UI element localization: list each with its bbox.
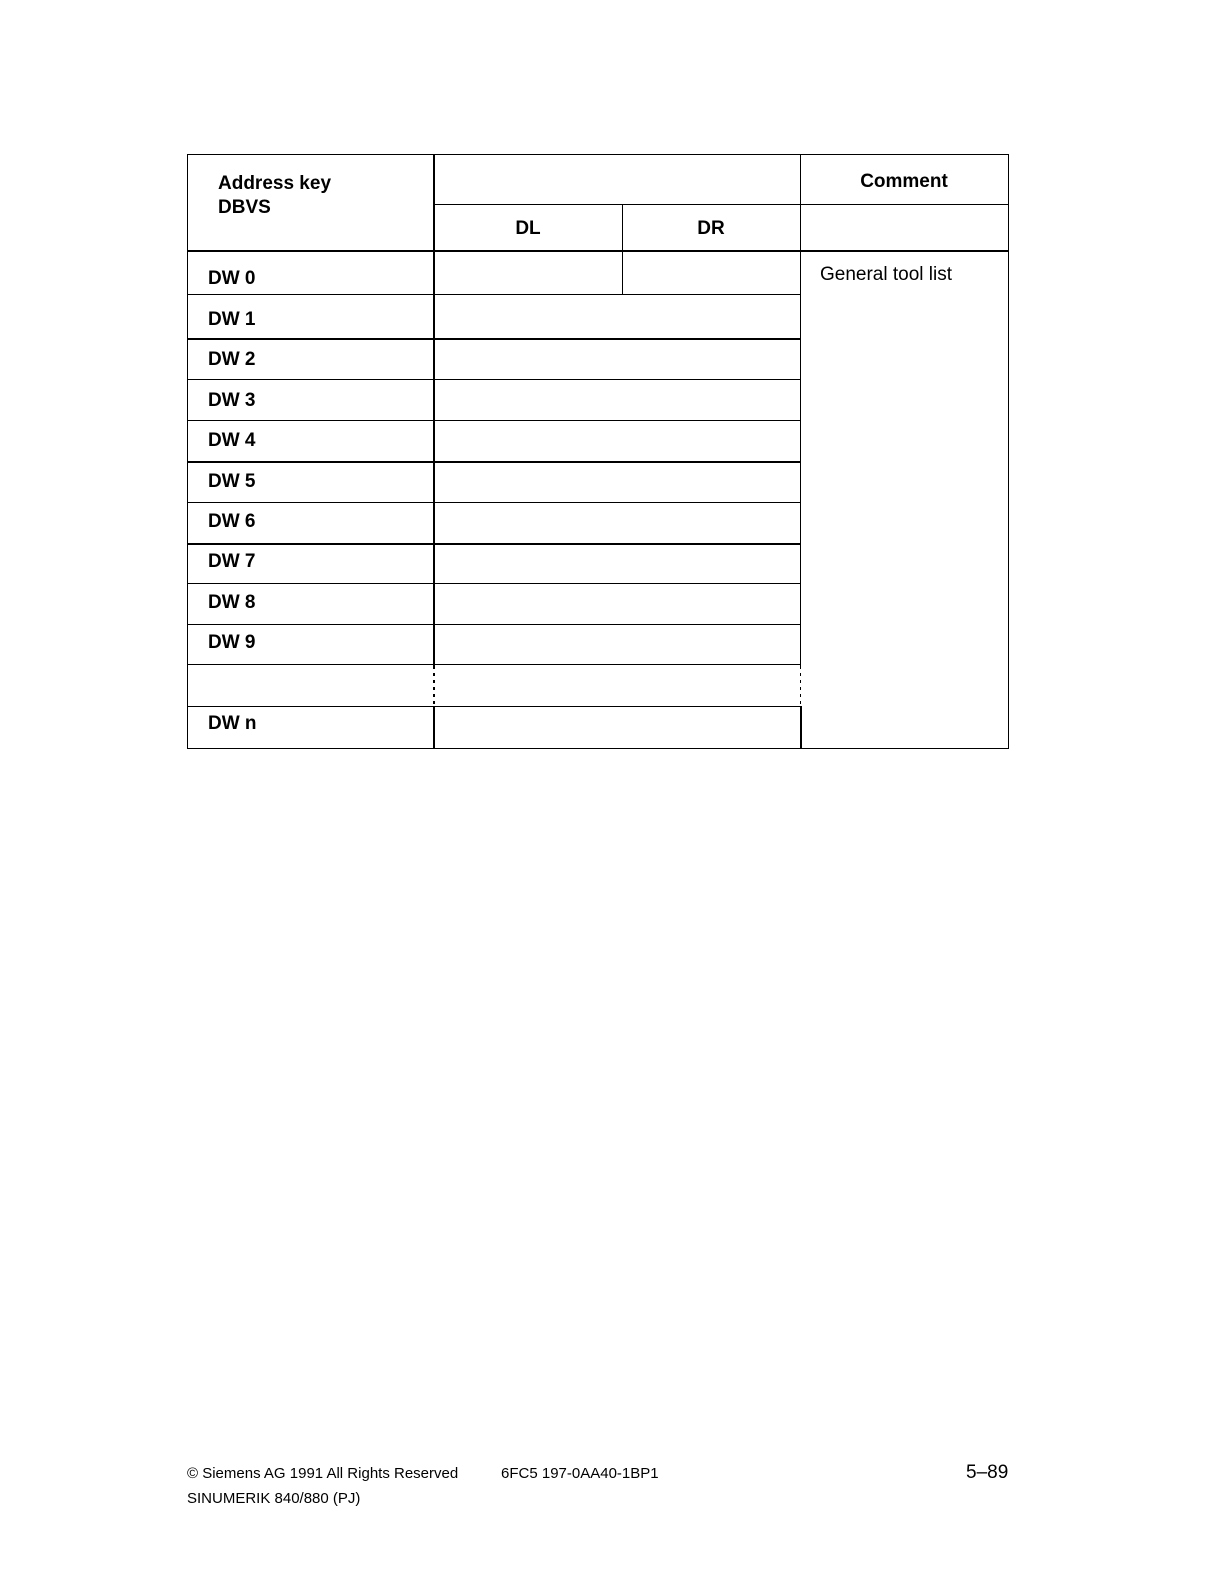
copyright-notice: © Siemens AG 1991 All Rights Reserved	[187, 1465, 459, 1482]
dr-header: DR	[697, 218, 725, 239]
row-separator	[187, 294, 800, 295]
row-separator	[187, 543, 800, 545]
comment-general-tool-list: General tool list	[820, 264, 953, 285]
address-key-header: Address key	[218, 173, 332, 194]
table-row-label: DW 6	[208, 511, 256, 532]
table-row-label: DW 1	[208, 309, 256, 330]
column-divider-comment	[800, 706, 802, 748]
table-bottom-border	[187, 748, 1009, 749]
column-divider-address	[433, 154, 435, 666]
dbvs-header: DBVS	[218, 197, 271, 218]
header-bottom-border	[187, 250, 1009, 252]
table-row-label: DW 9	[208, 632, 256, 653]
column-divider-address-dashed	[433, 666, 435, 706]
row-separator	[187, 664, 800, 665]
row-separator	[187, 583, 800, 584]
row-separator	[187, 420, 800, 421]
row-separator	[187, 706, 800, 707]
row-separator	[187, 338, 800, 340]
row-separator	[187, 461, 800, 463]
table-row-label: DW 7	[208, 551, 256, 572]
column-divider-address	[433, 706, 435, 748]
order-number: 6FC5 197-0AA40-1BP1	[501, 1465, 659, 1482]
row-separator	[187, 502, 800, 503]
table-right-border	[1008, 154, 1009, 749]
column-divider-dl-dr	[622, 204, 623, 295]
header-subdivider	[433, 204, 1009, 205]
table-row-label: DW 2	[208, 349, 256, 370]
dl-header: DL	[515, 218, 541, 239]
column-divider-comment	[800, 154, 801, 666]
table-top-border	[187, 154, 1009, 155]
table-left-border	[187, 154, 188, 749]
table-row-label: DW n	[208, 713, 257, 734]
table-row-label: DW 8	[208, 592, 256, 613]
table-row-label: DW 0	[208, 268, 256, 289]
comment-header: Comment	[860, 171, 948, 192]
row-separator	[187, 379, 800, 380]
column-divider-comment-dashed	[800, 666, 801, 706]
page-number: 5–89	[966, 1462, 1009, 1483]
table-row-label: DW 5	[208, 471, 256, 492]
product-name: SINUMERIK 840/880 (PJ)	[187, 1490, 361, 1507]
table-row-label: DW 3	[208, 390, 256, 411]
row-separator	[187, 624, 800, 625]
table-row-label: DW 4	[208, 430, 256, 451]
